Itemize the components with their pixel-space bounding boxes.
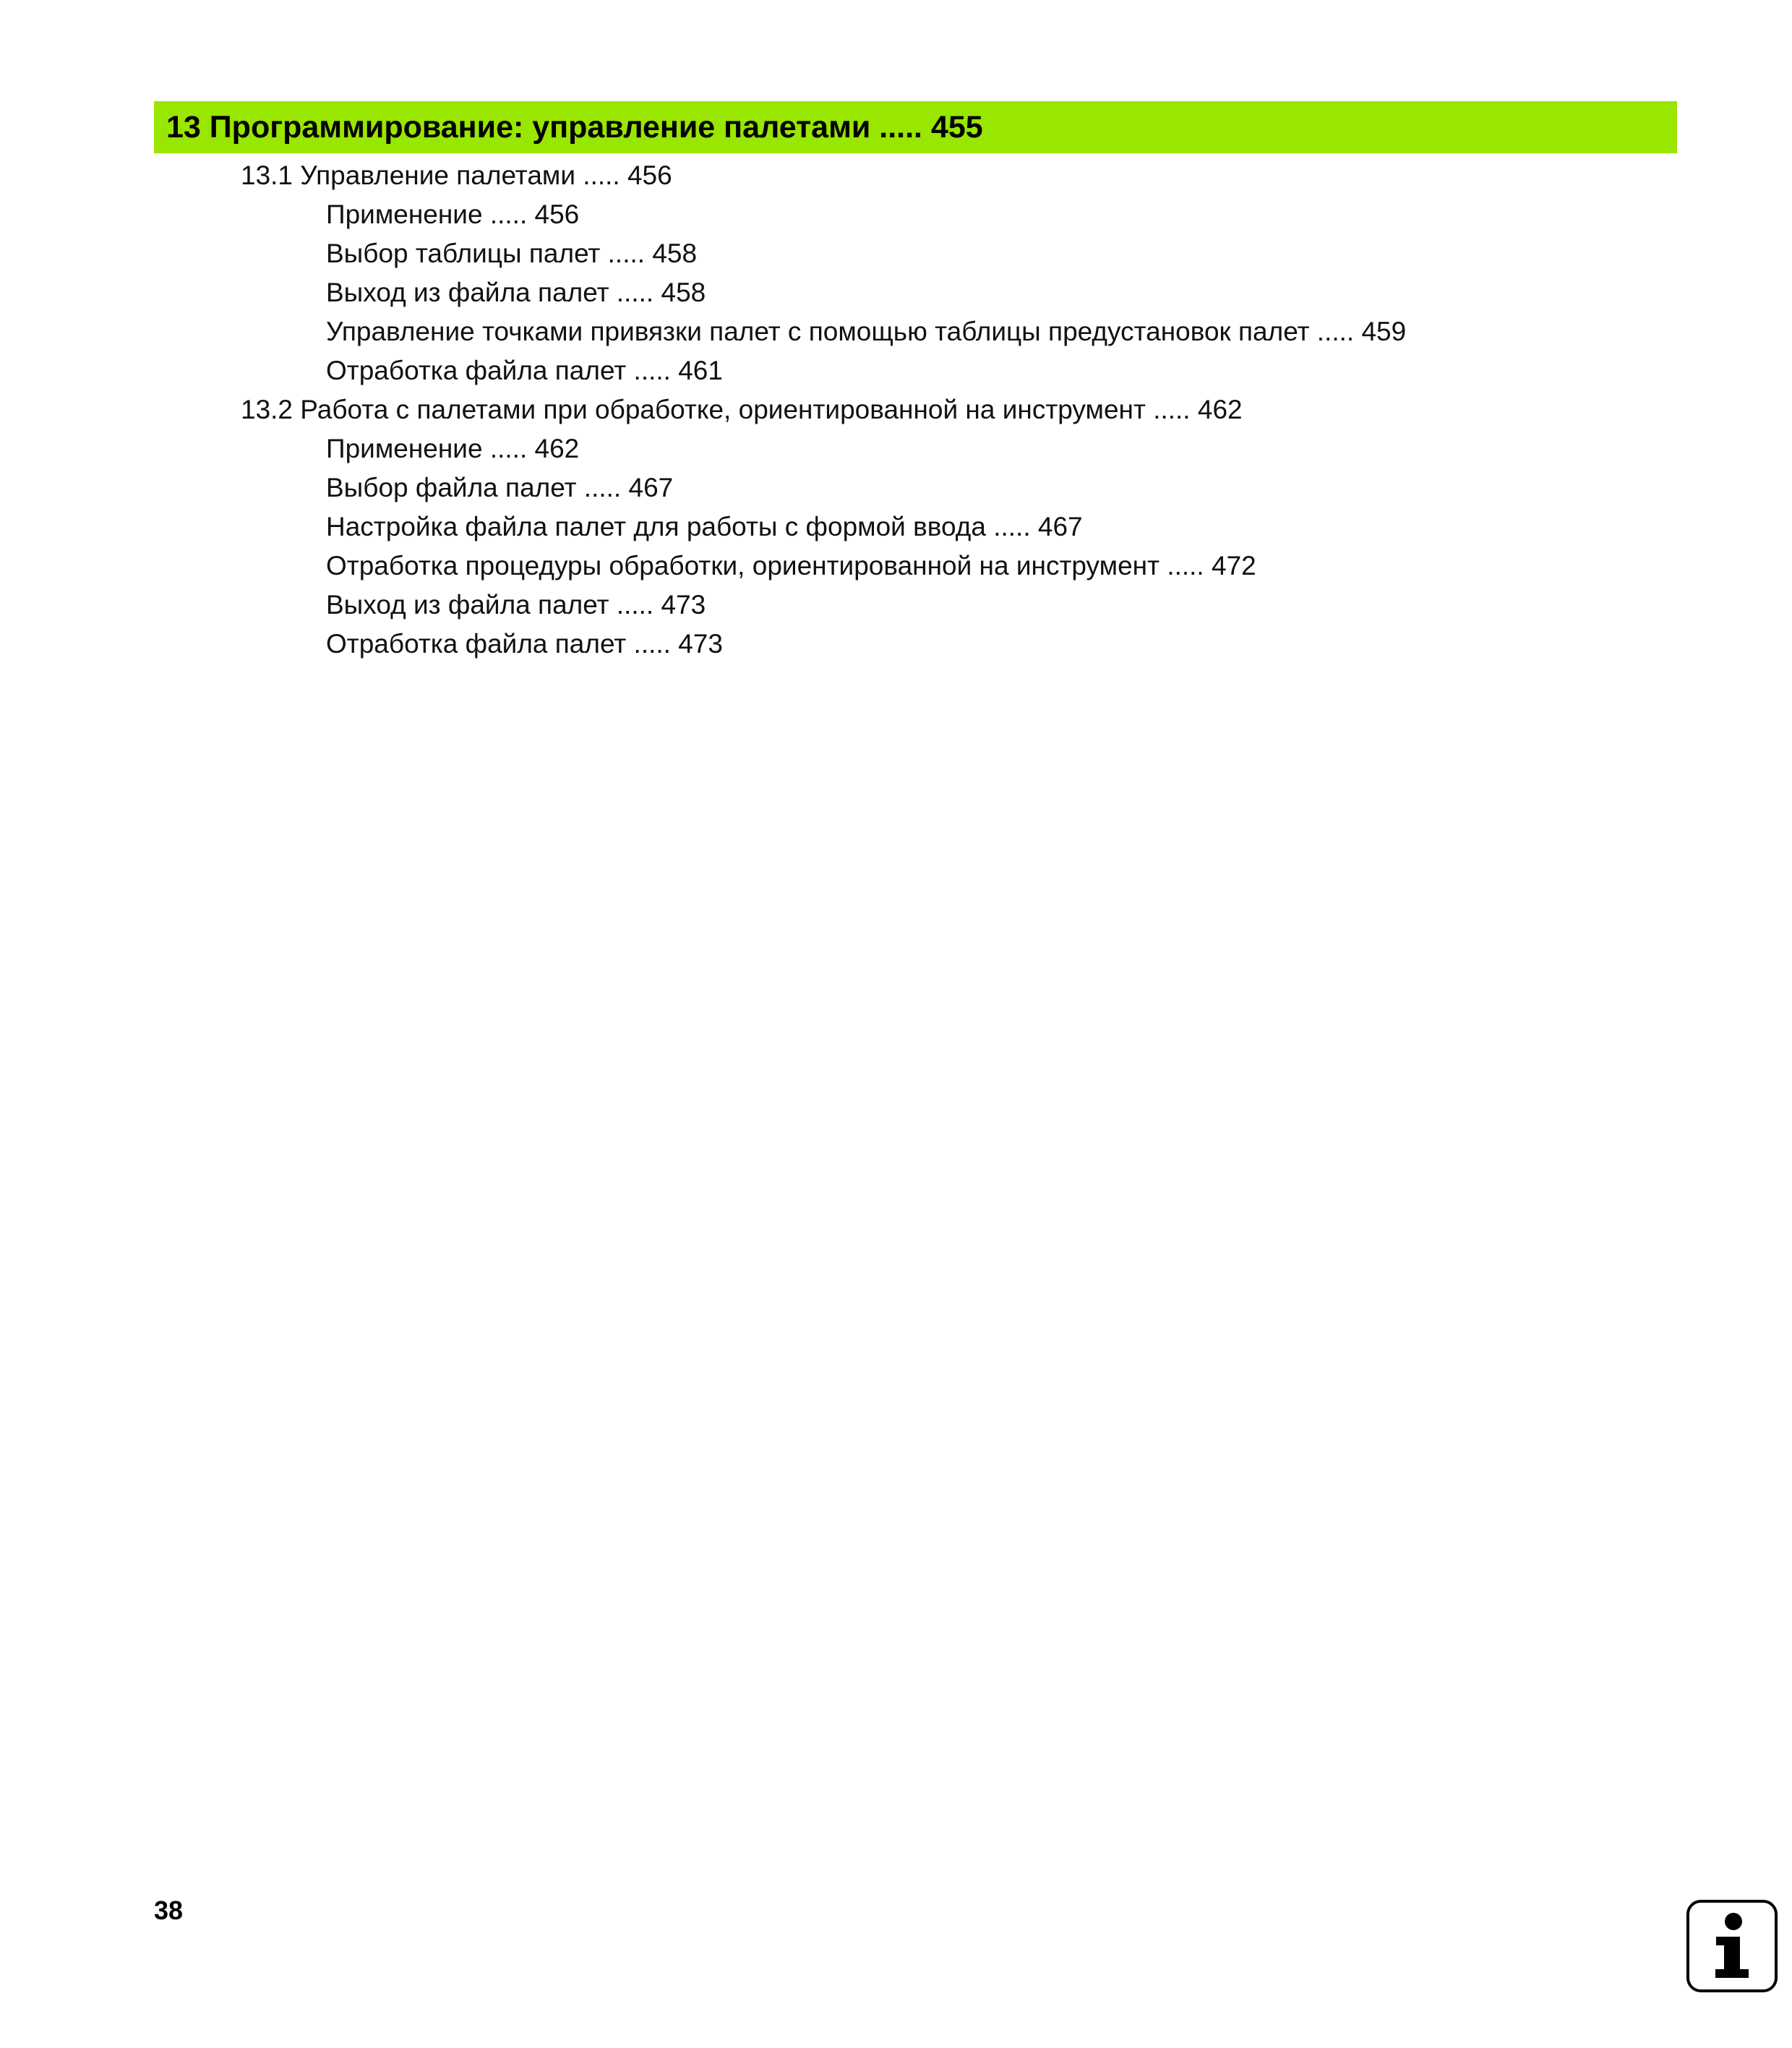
toc-entry[interactable]: Выход из файла палет ..... 458 [326,278,706,307]
toc-entry[interactable]: Выход из файла палет ..... 473 [326,590,706,620]
page-number: 38 [154,1895,184,1925]
toc-entry[interactable]: Отработка процедуры обработки, ориентированной на инструмент ..... 472 [326,551,1256,580]
toc-entry[interactable]: Выбор файла палет ..... 467 [326,473,674,502]
toc-section-13-2[interactable]: 13.2 Работа с палетами при обработке, ориентированной на инструмент ..... 462 [241,395,1243,424]
info-icon [1686,1900,1778,1992]
toc-entry[interactable]: Управление точками привязки палет с помощью таблицы предустановок палет ..... 459 [326,317,1407,346]
toc-entry[interactable]: Отработка файла палет ..... 461 [326,356,723,385]
toc-entry[interactable]: Применение ..... 462 [326,434,580,463]
toc-entry[interactable]: Выбор таблицы палет ..... 458 [326,239,698,268]
toc-section-13-1[interactable]: 13.1 Управление палетами ..... 456 [241,160,672,190]
toc-entry[interactable]: Настройка файла палет для работы с формой ввода ..... 467 [326,512,1083,541]
chapter-title: 13 Программирование: управление палетами ..... 455 [166,110,983,145]
toc-entry[interactable]: Применение ..... 456 [326,200,580,229]
toc-entry[interactable]: Отработка файла палет ..... 473 [326,629,723,659]
chapter-header-bar [154,101,1677,153]
